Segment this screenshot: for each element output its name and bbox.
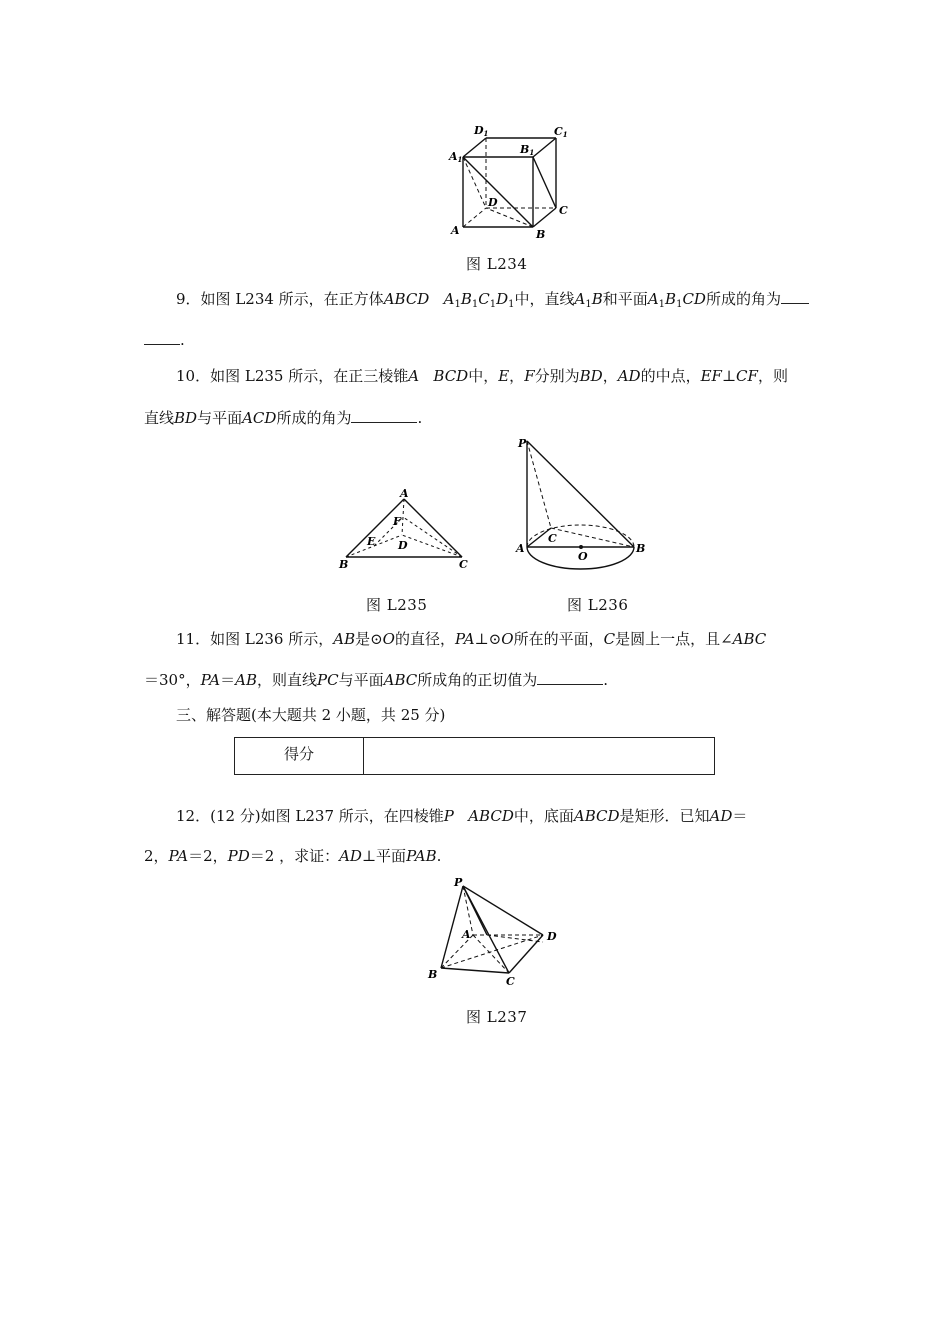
label-b1: B1 <box>520 143 535 157</box>
edge-cd <box>402 535 462 557</box>
line-a1b <box>463 157 533 227</box>
line-pc <box>527 441 551 528</box>
question-10-line2: 直线BD与平面ACD所成的角为 . <box>144 409 423 427</box>
label-a: A <box>516 542 525 555</box>
score-label: 得分 <box>235 738 364 774</box>
label-e: E <box>367 535 376 548</box>
label-p: P <box>518 437 527 450</box>
line-md <box>487 935 543 942</box>
edge-pb <box>441 886 463 968</box>
figure-l236-circle <box>510 432 650 577</box>
figure-l237-pyramid <box>420 872 570 990</box>
label-c: C <box>506 975 515 988</box>
label-a1: A1 <box>449 150 463 164</box>
question-11-line1: 11．如图 L236 所示，AB是⊙O的直径，PA⊥⊙O所在的平面，C是圆上一点，且∠ABC <box>176 630 767 648</box>
score-value-cell <box>364 738 714 774</box>
label-a: A <box>400 487 409 500</box>
caption-l237: 图 L237 <box>466 1008 528 1026</box>
edge-ad <box>463 208 486 227</box>
point-o <box>579 545 583 549</box>
answer-blank-9a <box>781 289 809 304</box>
label-b: B <box>536 228 546 241</box>
question-9-line1: 9．如图 L234 所示，在正方体ABCD $A_1B_1C_1D_1$中，直线$A_1B$和平面$A_1B_1CD$所成的角为 <box>176 289 809 309</box>
question-11-line2: ＝30°，PA＝AB，则直线PC与平面ABC所成角的正切值为 . <box>144 671 609 689</box>
label-b: B <box>339 558 349 571</box>
line-cb <box>551 528 634 547</box>
answer-blank-11 <box>537 670 603 685</box>
edge-bc <box>441 968 509 973</box>
label-c: C <box>548 532 557 545</box>
edge-ab <box>346 499 404 557</box>
edge-ac <box>404 499 462 557</box>
label-a: A <box>451 224 460 237</box>
label-a: A <box>462 928 471 941</box>
answer-blank-10 <box>351 408 417 423</box>
question-10-line1: 10．如图 L235 所示，在正三棱锥A BCD中，E，F分别为BD，AD的中点，EF⊥CF，则 <box>176 367 788 385</box>
question-9-line2: . <box>144 330 185 350</box>
section-3-title: 三、解答题(本大题共 2 小题，共 25 分) <box>176 706 446 724</box>
caption-l234: 图 L234 <box>466 255 528 273</box>
label-c: C <box>559 204 568 217</box>
label-b: B <box>636 542 646 555</box>
question-12-line1: 12．(12 分)如图 L237 所示，在四棱锥P ABCD中，底面ABCD是矩形．已知AD＝ <box>176 807 748 825</box>
edge-b1c1 <box>533 138 556 157</box>
line-b1c <box>533 157 556 208</box>
answer-blank-9b <box>144 330 180 345</box>
circle-back-arc <box>527 525 634 547</box>
edge-a1d1 <box>463 138 486 157</box>
figure-l234-cube <box>440 120 580 245</box>
line-a1d <box>463 157 486 208</box>
edge-ad <box>402 499 404 535</box>
label-c: C <box>459 558 468 571</box>
label-f: F <box>393 515 401 528</box>
edge-bc <box>533 208 556 227</box>
caption-l235: 图 L235 <box>366 596 428 614</box>
line-bd <box>486 208 533 227</box>
label-o: O <box>578 550 588 563</box>
score-table <box>234 737 715 775</box>
caption-l236: 图 L236 <box>567 596 629 614</box>
label-d: D <box>547 930 557 943</box>
label-d1: D1 <box>474 124 489 138</box>
line-ac <box>473 935 509 973</box>
label-p: P <box>454 876 463 889</box>
label-b: B <box>428 968 438 981</box>
line-cf <box>403 517 462 557</box>
question-12-line2: 2，PA＝2，PD＝2 ，求证：AD⊥平面PAB. <box>144 847 442 865</box>
figure-l235-tetrahedron <box>335 485 475 575</box>
label-d: D <box>488 196 498 209</box>
edge-cd <box>509 935 543 973</box>
label-d: D <box>398 539 408 552</box>
label-c1: C1 <box>554 125 568 139</box>
